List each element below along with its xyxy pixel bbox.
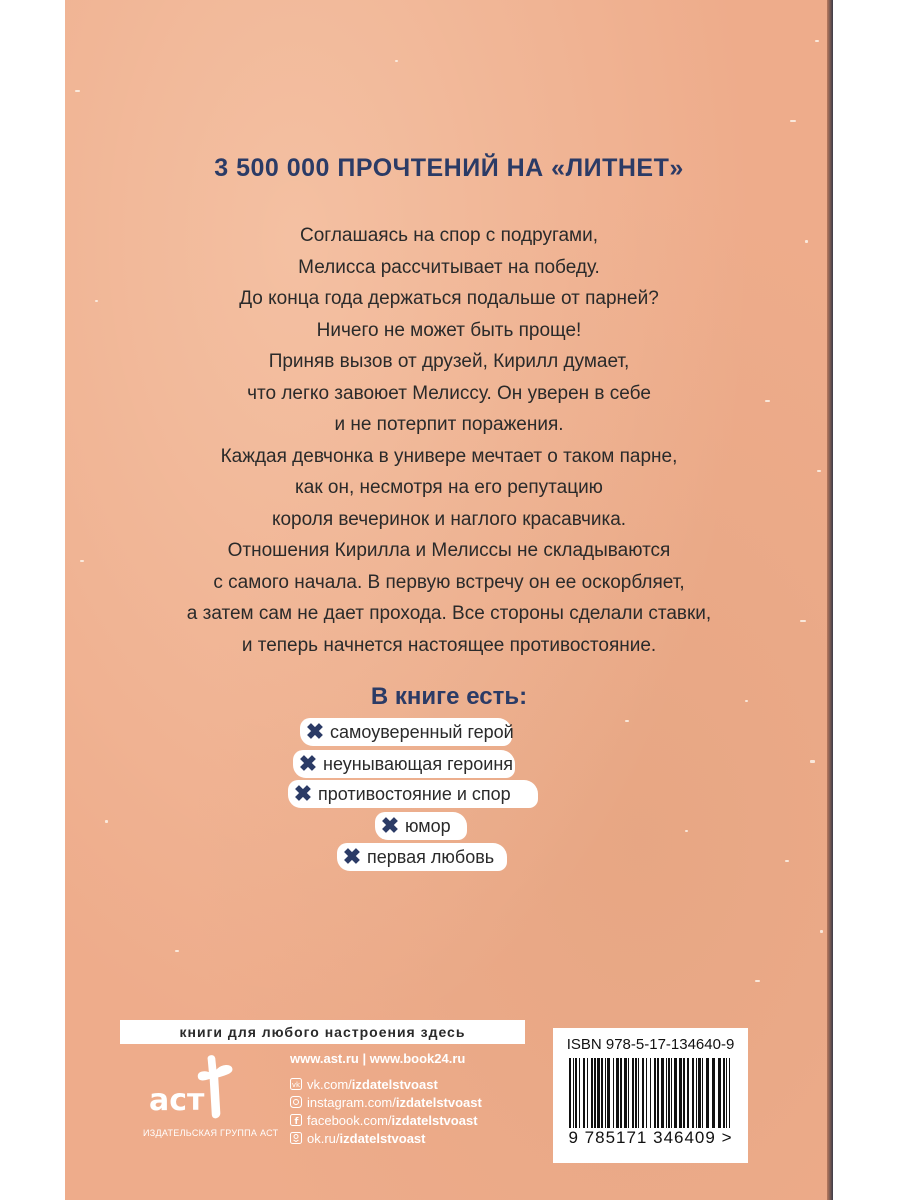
- isbn-label: ISBN 978-5-17-134640-9: [566, 1036, 735, 1053]
- barcode-bar: [616, 1058, 619, 1128]
- feature-tag: [337, 843, 507, 871]
- isbn-barcode-box: [553, 1028, 748, 1163]
- blurb-text: [105, 220, 793, 661]
- blurb-line: а затем сам не дает прохода. Все стороны сделали ставки,: [186, 603, 712, 624]
- barcode-bar: [696, 1058, 697, 1128]
- barcode-bar: [605, 1058, 606, 1128]
- barcode-bar: [661, 1058, 664, 1128]
- texture-speck: [820, 930, 823, 933]
- feature-label: самоуверенный герой: [330, 722, 514, 742]
- texture-speck: [817, 470, 821, 472]
- barcode-bar: [668, 1058, 670, 1128]
- barcode-bar: [579, 1058, 580, 1128]
- barcode: [567, 1058, 734, 1138]
- social-prefix: facebook.com/: [307, 1113, 392, 1128]
- x-mark-icon: ✖: [305, 719, 325, 744]
- book-back-cover: [65, 0, 833, 1200]
- barcode-bar: [723, 1058, 725, 1128]
- barcode-bar: [591, 1058, 593, 1128]
- barcode-bar: [624, 1058, 627, 1128]
- texture-speck: [80, 560, 84, 562]
- social-prefix: ok.ru/: [307, 1131, 340, 1146]
- texture-speck: [790, 120, 796, 122]
- barcode-bar: [594, 1058, 596, 1128]
- feature-label: первая любовь: [367, 847, 495, 867]
- barcode-bar: [646, 1058, 647, 1136]
- social-prefix: vk.com/: [307, 1077, 352, 1092]
- barcode-bar: [692, 1058, 694, 1128]
- texture-speck: [810, 760, 815, 763]
- barcode-bar: [712, 1058, 715, 1128]
- blurb-line: как он, несмотря на его репутацию: [295, 477, 603, 498]
- logo-text: аст: [149, 1083, 205, 1118]
- facebook-icon: [290, 1114, 302, 1126]
- ast-logo: [145, 1052, 255, 1132]
- feature-label: юмор: [405, 816, 451, 836]
- features-title: В книге есть:: [370, 683, 528, 710]
- slogan-bar: книги для любого настроения здесь: [120, 1020, 525, 1044]
- barcode-bar: [642, 1058, 644, 1128]
- blurb-line: Соглашаясь на спор с подругами,: [300, 225, 598, 246]
- barcode-bar: [718, 1058, 721, 1128]
- feature-tag: [375, 812, 467, 840]
- barcode-bar: [698, 1058, 701, 1128]
- blurb-line: короля вечеринок и наглого красавчика.: [271, 508, 627, 530]
- x-mark-icon: ✖: [380, 813, 400, 838]
- barcode-bar: [583, 1058, 585, 1128]
- ean-number: 9 785171 346409 >: [553, 1128, 748, 1148]
- barcode-bar: [597, 1058, 600, 1128]
- texture-speck: [105, 820, 108, 823]
- texture-speck: [175, 950, 179, 952]
- barcode-bar: [657, 1058, 659, 1128]
- social-prefix: instagram.com/: [307, 1095, 396, 1110]
- blurb-line: и теперь начнется настоящее противостояние.: [241, 634, 657, 656]
- social-handle: izdatelstvoast: [351, 1077, 438, 1092]
- texture-speck: [815, 40, 819, 42]
- vk-icon: [290, 1078, 302, 1090]
- social-link-ok[interactable]: [290, 1130, 482, 1148]
- texture-speck: [75, 90, 80, 92]
- barcode-bar: [573, 1058, 574, 1128]
- texture-speck: [685, 830, 688, 832]
- barcode-bar: [729, 1058, 730, 1136]
- x-mark-icon: ✖: [342, 844, 362, 869]
- blurb-line: Каждая девчонка в универе мечтает о таком парне,: [220, 445, 678, 467]
- barcode-bar: [650, 1058, 651, 1136]
- barcode-bar: [635, 1058, 637, 1128]
- barcode-bar: [666, 1058, 667, 1128]
- feature-tag: [293, 750, 515, 778]
- feature-tag: [300, 718, 512, 746]
- publisher-links: [290, 1050, 482, 1148]
- blurb-line: Мелисса рассчитывает на победу.: [298, 256, 600, 278]
- blurb-line: с самого начала. В первую встречу он ее оскорбляет,: [213, 571, 685, 593]
- barcode-bar: [687, 1058, 689, 1128]
- svg-text:vk: vk: [291, 1081, 301, 1089]
- barcode-bar: [671, 1058, 672, 1128]
- blurb-line: что легко завоюет Мелиссу. Он уверен в себе: [247, 382, 651, 404]
- barcode-bar: [620, 1058, 622, 1128]
- social-handle: izdatelstvoast: [395, 1095, 482, 1110]
- instagram-icon: [290, 1096, 302, 1108]
- barcode-bar: [607, 1058, 610, 1128]
- barcode-bar: [638, 1058, 639, 1128]
- blurb-line: Приняв вызов от друзей, Кирилл думает,: [268, 351, 630, 372]
- barcode-bar: [702, 1058, 703, 1128]
- feature-label: неунывающая героиня: [323, 754, 514, 774]
- barcode-bar: [726, 1058, 727, 1136]
- svg-text:f: f: [294, 1117, 299, 1126]
- website-links[interactable]: www.ast.ru | www.book24.ru: [290, 1051, 466, 1066]
- social-handle: izdatelstvoast: [339, 1131, 426, 1146]
- blurb-line: Ничего не может быть проще!: [316, 319, 582, 341]
- texture-speck: [805, 240, 808, 243]
- barcode-bar: [683, 1058, 685, 1128]
- blurb-line: До конца года держаться подальше от парней?: [239, 288, 659, 309]
- barcode-bar: [654, 1058, 656, 1128]
- headline: 3 500 000 ПРОЧТЕНИЙ НА «ЛИТНЕТ»: [214, 154, 684, 182]
- blurb-line: Отношения Кирилла и Мелиссы не складываются: [227, 540, 671, 561]
- feature-tag: [288, 780, 538, 808]
- texture-speck: [755, 980, 760, 982]
- barcode-bar: [587, 1058, 588, 1128]
- ok-icon: [290, 1132, 302, 1144]
- texture-speck: [95, 300, 98, 302]
- barcode-bar: [674, 1058, 677, 1128]
- feature-label: противостояние и спор: [318, 784, 511, 804]
- social-link-vk[interactable]: [290, 1076, 482, 1094]
- barcode-bar: [706, 1058, 709, 1128]
- barcode-bar: [569, 1058, 571, 1136]
- barcode-bar: [575, 1058, 577, 1128]
- texture-speck: [395, 60, 398, 62]
- texture-speck: [625, 720, 629, 722]
- texture-speck: [800, 620, 806, 622]
- barcode-bar: [628, 1058, 629, 1128]
- barcode-bar: [613, 1058, 614, 1128]
- social-handle: izdatelstvoast: [391, 1113, 478, 1128]
- social-link-instagram[interactable]: [290, 1094, 482, 1112]
- x-mark-icon: ✖: [293, 781, 313, 806]
- x-mark-icon: ✖: [298, 751, 318, 776]
- texture-speck: [785, 860, 789, 862]
- social-link-facebook[interactable]: [290, 1112, 482, 1130]
- barcode-bar: [601, 1058, 603, 1128]
- publisher-name: ИЗДАТЕЛЬСКАЯ ГРУППА АСТ: [143, 1128, 279, 1138]
- barcode-bar: [679, 1058, 682, 1128]
- blurb-line: и не потерпит поражения.: [334, 414, 564, 435]
- barcode-bar: [632, 1058, 634, 1128]
